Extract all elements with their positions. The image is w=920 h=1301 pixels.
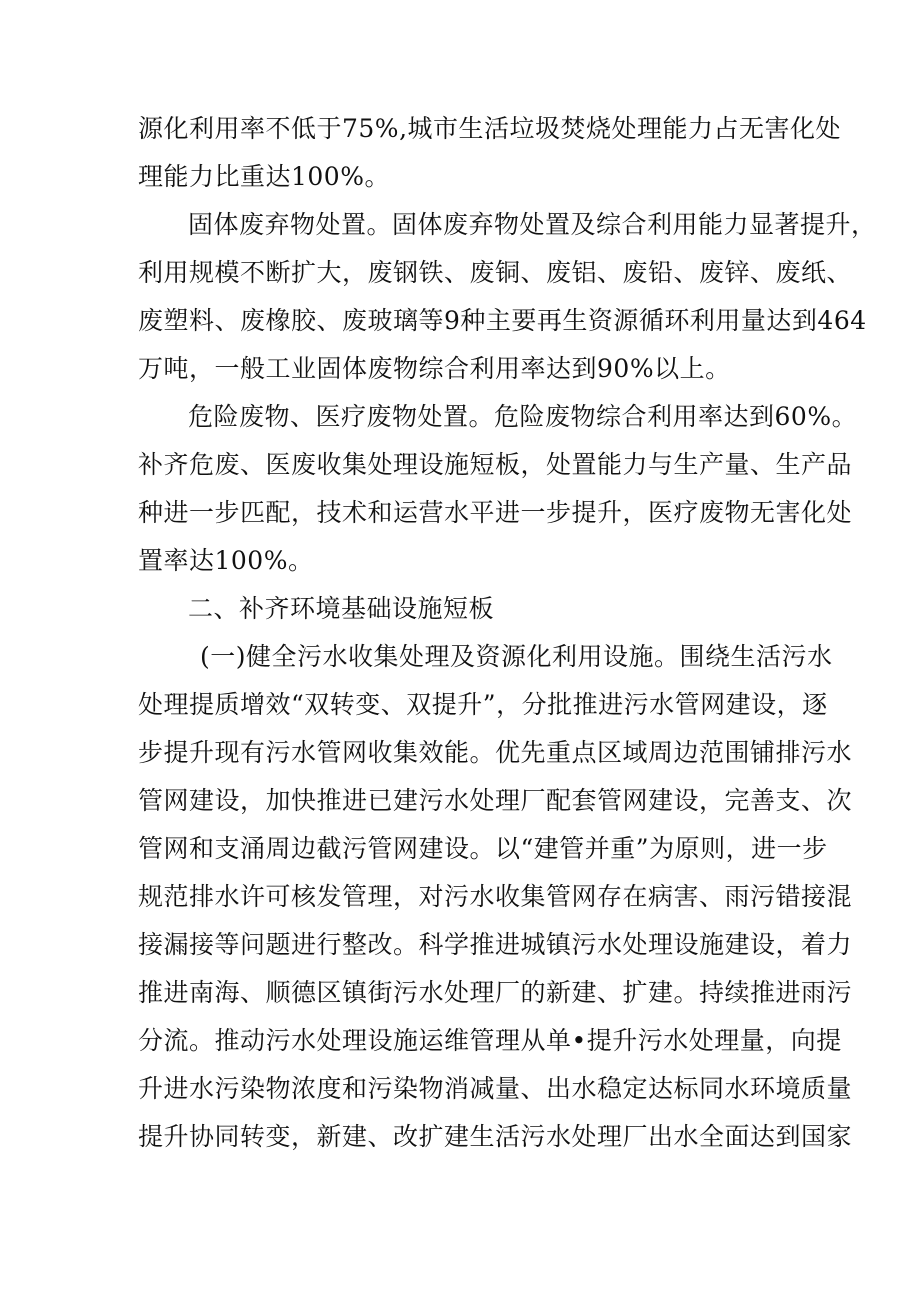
body-text-line: 管网建设，加快推进已建污水处理厂配套管网建设，完善支、次 <box>138 786 853 815</box>
body-text-line: 接漏接等问题进行整改。科学推进城镇污水处理设施建设，着力 <box>138 930 853 959</box>
body-text-line: 万吨，一般工业固体废物综合利用率达到90%以上。 <box>138 354 731 383</box>
body-text-line: 补齐危废、医废收集处理设施短板，处置能力与生产量、生产品 <box>138 450 853 479</box>
body-text-line: 提升协同转变，新建、改扩建生活污水处理厂出水全面达到国家 <box>138 1122 853 1151</box>
body-text-line: 种进一步匹配，技术和运营水平进一步提升，医疗废物无害化处 <box>138 498 853 527</box>
body-text-line: 源化利用率不低于75%,城市生活垃圾焚烧处理能力占无害化处 <box>138 114 842 143</box>
paragraph-hazardous-waste: 危险废物、医疗废物处置。危险废物综合利用率达到60%。 <box>188 402 858 431</box>
body-text-line: 分流。推动污水处理设施运维管理从单•提升污水处理量，向提 <box>138 1026 842 1055</box>
subsection-heading: (一)健全污水收集处理及资源化利用设施。围绕生活污水 <box>200 642 833 671</box>
body-text-line: 置率达100%。 <box>138 546 314 575</box>
body-text-line: 步提升现有污水管网收集效能。优先重点区域周边范围铺排污水 <box>138 738 853 767</box>
body-text-line: 推进南海、顺德区镇街污水处理厂的新建、扩建。持续推进雨污 <box>138 978 853 1007</box>
body-text-line: 理能力比重达100%。 <box>138 162 390 191</box>
body-text-line: 管网和支涌周边截污管网建设。以“建管并重”为原则，进一步 <box>138 834 828 863</box>
body-text-line: 升进水污染物浓度和污染物消减量、出水稳定达标同水环境质量 <box>138 1074 853 1103</box>
body-text-line: 废塑料、废橡胶、废玻璃等9种主要再生资源循环利用量达到464 <box>138 306 867 335</box>
paragraph-solid-waste: 固体废弃物处置。固体废弃物处置及综合利用能力显著提升， <box>188 210 877 239</box>
body-text-line: 利用规模不断扩大，废钢铁、废铜、废铝、废铅、废锌、废纸、 <box>138 258 853 287</box>
body-text-line: 规范排水许可核发管理，对污水收集管网存在病害、雨污错接混 <box>138 882 853 911</box>
body-text-line: 处理提质增效“双转变、双提升”，分批推进污水管网建设，逐 <box>138 690 828 719</box>
section-heading: 二、补齐环境基础设施短板 <box>188 594 495 623</box>
